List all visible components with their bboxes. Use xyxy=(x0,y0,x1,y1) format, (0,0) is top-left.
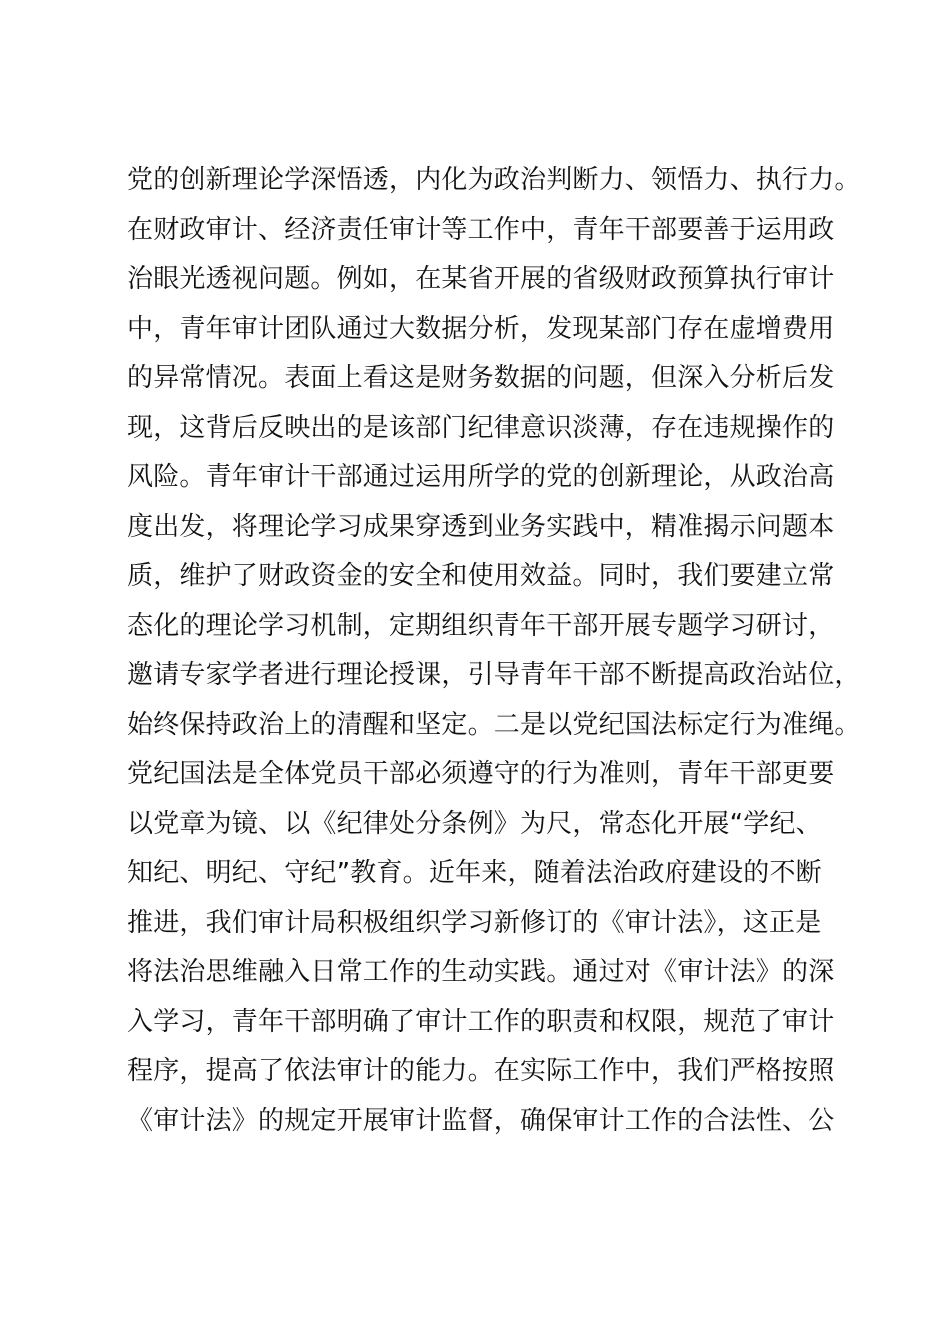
text-line: 程序，提高了依法审计的能力。在实际工作中，我们严格按照 xyxy=(127,1056,835,1086)
text-line: 始终保持政治上的清醒和坚定。二是以党纪国法标定行为准绳。 xyxy=(127,709,861,740)
text-line: 知纪、明纪、守纪”教育。近年来，随着法治政府建设的不断 xyxy=(127,858,822,888)
text-line: 以党章为镜、以《纪律处分条例》为尺，常态化开展“学纪、 xyxy=(127,808,822,839)
text-line: 质，维护了财政资金的安全和使用效益。同时，我们要建立常 xyxy=(127,561,835,591)
text-line: 度出发，将理论学习成果穿透到业务实践中，精准揭示问题本 xyxy=(127,511,835,542)
text-line: 的异常情况。表面上看这是财务数据的问题，但深入分析后发 xyxy=(127,363,835,393)
text-line: 中，青年审计团队通过大数据分析，发现某部门存在虚增费用 xyxy=(127,313,835,344)
text-line: 在财政审计、经济责任审计等工作中，青年干部要善于运用政 xyxy=(127,214,835,245)
text-line: 风险。青年审计干部通过运用所学的党的创新理论，从政治高 xyxy=(127,462,835,492)
text-line: 邀请专家学者进行理论授课，引导青年干部不断提高政治站位， xyxy=(127,660,861,690)
text-line: 党的创新理论学深悟透，内化为政治判断力、领悟力、执行力。 xyxy=(127,165,861,195)
body-text xyxy=(127,156,867,1146)
text-line: 《审计法》的规定开展审计监督，确保审计工作的合法性、公 xyxy=(127,1105,835,1136)
text-line: 党纪国法是全体党员干部必须遵守的行为准则，青年干部更要 xyxy=(127,759,835,789)
text-line: 态化的理论学习机制，定期组织青年干部开展专题学习研讨， xyxy=(127,610,835,641)
text-line: 现，这背后反映出的是该部门纪律意识淡薄，存在违规操作的 xyxy=(127,412,835,443)
text-line: 将法治思维融入日常工作的生动实践。通过对《审计法》的深 xyxy=(127,957,835,987)
text-line: 治眼光透视问题。例如，在某省开展的省级财政预算执行审计 xyxy=(127,264,835,294)
text-line: 入学习，青年干部明确了审计工作的职责和权限，规范了审计 xyxy=(127,1006,835,1037)
text-line: 推进，我们审计局积极组织学习新修订的《审计法》，这正是 xyxy=(127,907,822,938)
